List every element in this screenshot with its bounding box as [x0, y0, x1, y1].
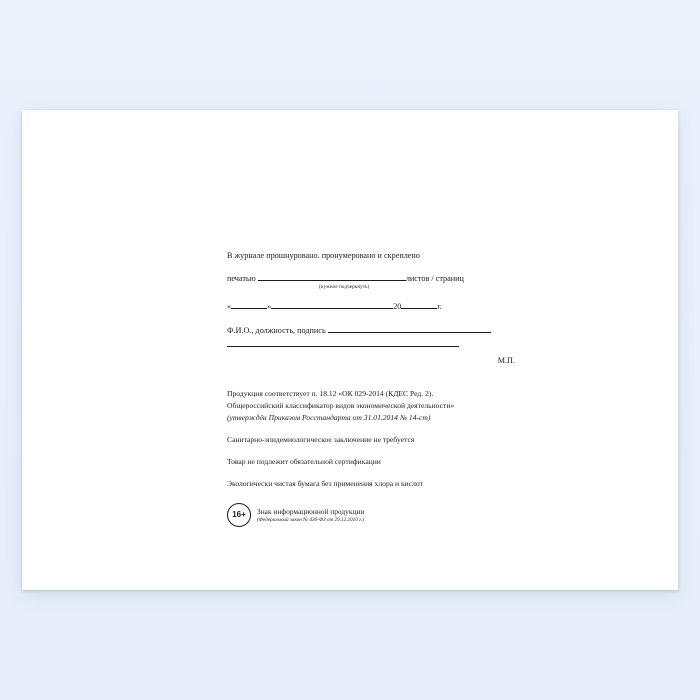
document-content: [227, 250, 527, 527]
certification-note: Товар не подлежит обязательной сертификации: [227, 457, 381, 467]
age-rating-icon: 16+: [227, 503, 251, 527]
sanitary-note: Санитарно-эпидемиологическое заключение не требуется: [227, 435, 415, 445]
year-fill-rule: [401, 308, 437, 309]
quote-open: «: [227, 302, 232, 311]
compliance-line-2: Общероссийский классификатор видов экономической деятельности»: [227, 401, 455, 411]
stamp-place-label: М.П.: [497, 356, 515, 366]
info-mark-title: Знак информационной продукции: [257, 507, 365, 517]
month-fill-rule: [271, 308, 393, 309]
seal-label: печатью: [227, 274, 256, 284]
info-mark-law: (Федеральный закон № 436-ФЗ от 29.12.2010 г.): [257, 516, 365, 523]
info-mark-row: [227, 503, 527, 527]
signature-fill-rule-2: [227, 346, 459, 347]
legal-notes-block: [227, 388, 527, 527]
info-mark-text: [257, 507, 364, 523]
document-page: [22, 110, 678, 590]
binding-line-1: В журнале прошнуровано. пронумеровано и скреплено: [227, 251, 420, 260]
signature-fill-rule: [328, 332, 491, 333]
signature-line: [227, 325, 527, 336]
year-suffix: г.: [437, 302, 442, 311]
sheets-pages-label: листов / страниц: [405, 274, 464, 284]
date-line: [227, 301, 527, 312]
day-fill-rule: [231, 308, 267, 309]
compliance-line-3: (утверждён Приказом Росстандарта от 31.01.2014 № 14-ст): [227, 413, 431, 423]
quote-close: »: [267, 302, 272, 311]
eco-paper-note: Экологически чистая бумага без применения хлора и кислот: [227, 479, 423, 489]
signature-label: Ф.И.О., должность, подпись: [227, 326, 326, 336]
binding-line-2: [227, 273, 527, 284]
signature-line-second: [227, 339, 527, 350]
year-prefix: 20: [393, 302, 402, 311]
seal-fill-rule: [258, 280, 406, 281]
underline-instruction-note: (нужное подчеркнуть): [319, 284, 370, 291]
compliance-line-1: Продукция соответствует п. 18.12 «ОК 029-2014 (КДЕС Ред. 2).: [227, 389, 434, 399]
binding-statement-block: [227, 250, 527, 366]
